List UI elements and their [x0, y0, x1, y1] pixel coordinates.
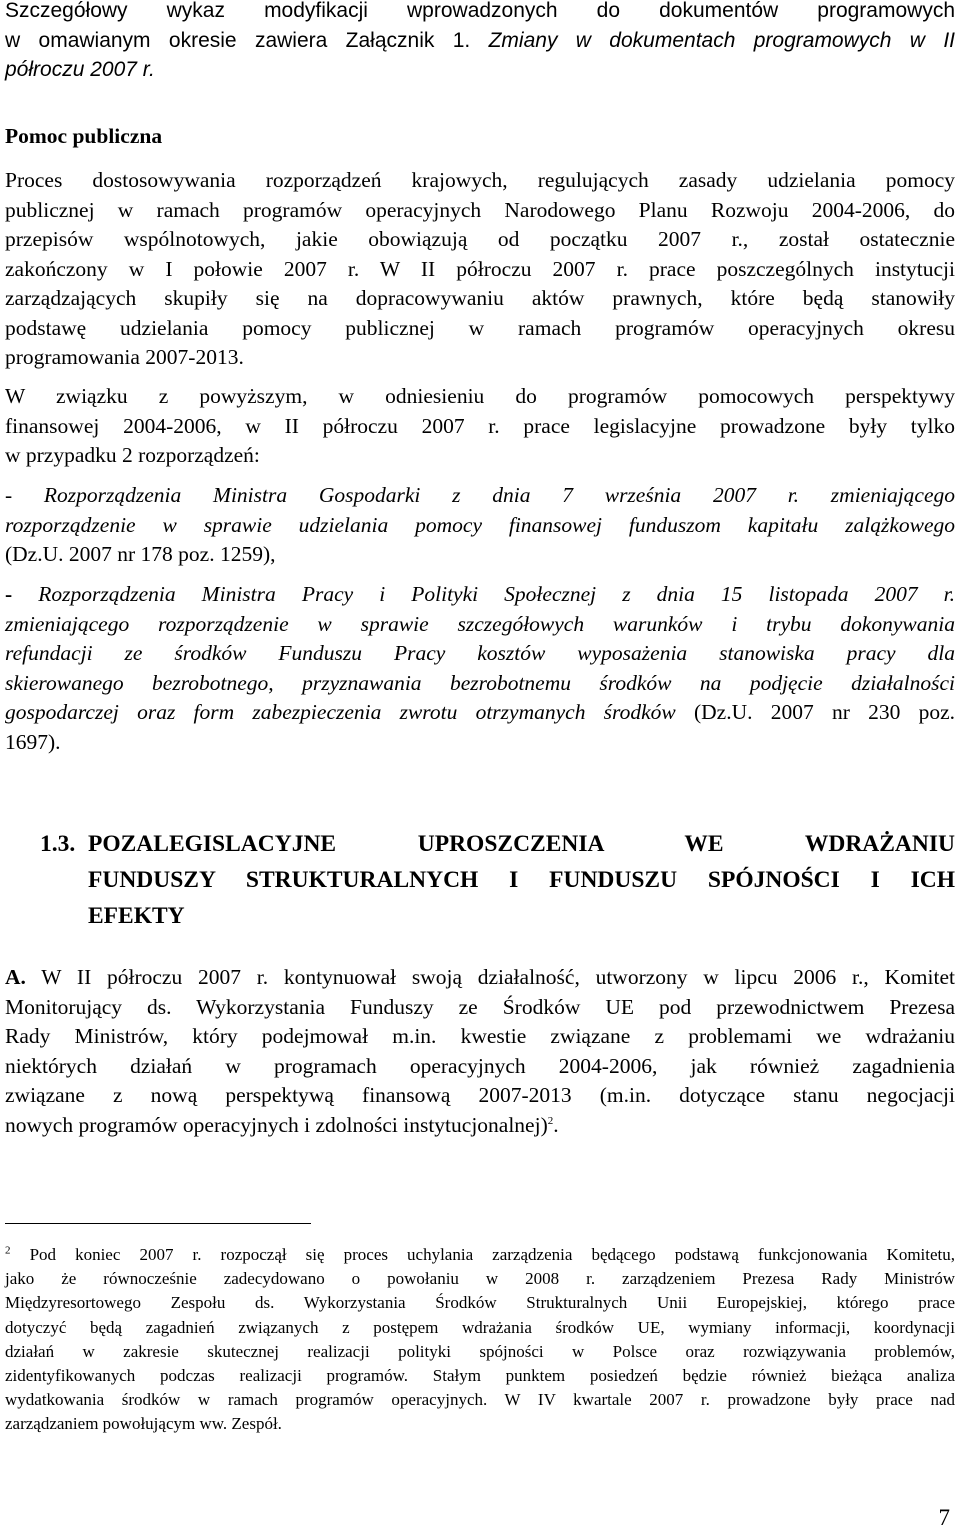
section-heading-text [88, 826, 955, 934]
pomoc-p1-line: zarządzających skupiły się na dopracowywaniu aktów prawnych, które będą stanowiły [5, 286, 955, 310]
footnote-number: 2 [5, 1244, 11, 1257]
section-a-line-1-text: W II półroczu 2007 r. kontynuował swoją działalność, utworzony w lipcu 2006 r., Komitet [41, 965, 955, 989]
item2-line-1 [5, 580, 955, 610]
section-heading-1-3 [40, 826, 955, 934]
intro-line-2-plain: w omawianym okresie zawiera Załącznik 1. [5, 28, 471, 52]
item2-line-5 [5, 698, 955, 728]
pomoc-p1-line: zakończony w I połowie 2007 r. W II półroczu 2007 r. prace poszczególnych instytucji [5, 256, 955, 281]
item2-line-5-plain: (Dz.U. 2007 nr 230 poz. [693, 700, 955, 724]
pomoc-paragraph-1 [5, 166, 955, 373]
section-a-line: związane z nową perspektywą finansową 2007-2013 (m.in. dotyczące stanu negocjacji [5, 1083, 955, 1107]
section-a-last-tail: . [553, 1112, 559, 1137]
pomoc-p1-line: przepisów wspólnotowych, jakie obowiązują od początku 2007 r., został ostatecznie [5, 227, 955, 251]
section-a-line: Monitorujący ds. Wykorzystania Funduszy ze Środków UE pod przewodnictwem Prezesa [5, 994, 955, 1019]
footnote [5, 1243, 955, 1437]
pomoc-p1-line: programowania 2007-2013. [5, 345, 244, 369]
intro-line-2 [5, 26, 955, 56]
item1-line-1: - Rozporządzenia Ministra Gospodarki z dnia 7 września 2007 r. zmieniającego [5, 483, 955, 507]
pomoc-p1-line: publicznej w ramach programów operacyjnych Narodowego Planu Rozwoju 2004-2006, do [5, 197, 955, 222]
item2-line-1-text: Rozporządzenia Ministra Pracy i Polityki Społecznej z dnia 15 listopada 2007 r. [38, 582, 956, 606]
section-a-paragraph [5, 963, 955, 1140]
section-a-line: Rady Ministrów, który podejmował m.in. kwestie związane z problemami we wdrażaniu [5, 1024, 955, 1048]
pomoc-p2-line: finansowej 2004-2006, w II półroczu 2007 r. prace legislacyjne prowadzone były tylko [5, 413, 955, 438]
item1-line-3: (Dz.U. 2007 nr 178 poz. 1259), [5, 542, 276, 566]
pomoc-paragraph-2 [5, 382, 955, 471]
pomoc-p2-line: W związku z powyższym, w odniesieniu do programów pomocowych perspektywy [5, 384, 955, 408]
section-a-last-text: nowych programów operacyjnych i zdolności instytucjonalnej) [5, 1112, 548, 1137]
item2-dash: - [5, 582, 13, 606]
section-a-line: niektórych działań w programach operacyjnych 2004-2006, jak również zagadnienia [5, 1053, 955, 1078]
pomoc-p1-line: Proces dostosowywania rozporządzeń krajowych, regulujących zasady udzielania pomocy [5, 168, 955, 192]
pomoc-p1-line: podstawę udzielania pomocy publicznej w ramach programów operacyjnych okresu [5, 315, 955, 340]
section-number: 1.3. [40, 831, 76, 857]
section-a-line-1 [5, 963, 955, 993]
intro-paragraph [5, 0, 955, 85]
intro-line-1: Szczegółowy wykaz modyfikacji wprowadzonych do dokumentów programowych [5, 0, 955, 22]
section-title-pomoc-publiczna: Pomoc publiczna [5, 124, 163, 148]
item2-line-4: skierowanego bezrobotnego, przyznawania bezrobotnemu środków na podjęcie działalności [5, 670, 955, 695]
section-heading-line-1: POZALEGISLACYJNE UPROSZCZENIA WE WDRAŻANIU [88, 831, 955, 857]
item2-line-3: refundacji ze środków Funduszu Pracy kosztów wyposażenia stanowiska pracy dla [5, 641, 955, 665]
footnote-line: zidentyfikowanych podczas realizacji programów. Stałym punktem posiedzeń będzie również bieżąca analiza [5, 1366, 955, 1386]
footnote-line: działań w zakresie skutecznej realizacji polityki spójności w Polsce oraz rozwiązywania problemów, [5, 1341, 955, 1361]
footnote-line-1-text: Pod koniec 2007 r. rozpoczął się proces uchylania zarządzenia będącego podstawą funkcjonowania Komitetu, [29, 1245, 956, 1264]
intro-line-2-italic: Zmiany w dokumentach programowych w II [488, 28, 955, 52]
footnote-reference[interactable]: 2 [547, 1114, 554, 1127]
footnote-line: jako że równocześnie zadecydowano o powołaniu w 2008 r. zarządzeniem Prezesa Rady Ministrów [5, 1269, 955, 1289]
page-number: 7 [938, 1505, 950, 1530]
item2-line-6: 1697). [5, 729, 61, 754]
section-heading-line-2: FUNDUSZY STRUKTURALNYCH I FUNDUSZU SPÓJNOŚCI I ICH [88, 867, 955, 893]
section-heading-line-3: EFEKTY [88, 903, 185, 929]
footnote-line: dotyczyć będą zagadnień związanych z postępem wdrażania środków UE, wymiany informacji, koordynacji [5, 1317, 955, 1337]
intro-line-3: półroczu 2007 r. [5, 58, 155, 81]
footnote-separator [5, 1223, 311, 1224]
pomoc-p2-line: w przypadku 2 rozporządzeń: [5, 443, 260, 467]
footnote-line-1 [5, 1243, 955, 1267]
footnote-last-line: zarządzaniem powołującym ww. Zespół. [5, 1414, 282, 1434]
item1-line-2: rozporządzenie w sprawie udzielania pomocy finansowej funduszom kapitału zalążkowego [5, 512, 955, 537]
regulation-item-2 [5, 580, 955, 757]
regulation-item-1 [5, 481, 955, 570]
section-a-label: A. [5, 965, 26, 989]
footnote-line: wydatkowania środków w ramach programów operacyjnych. W IV kwartale 2007 r. prowadzone były prace nad [5, 1390, 955, 1410]
footnote-line: Międzyresortowego Zespołu ds. Wykorzystania Środków Strukturalnych Unii Europejskiej, którego prace [5, 1293, 955, 1313]
section-a-last-line [5, 1111, 955, 1141]
item2-line-2: zmieniającego rozporządzenie w sprawie szczegółowych warunków i trybu dokonywania [5, 611, 955, 636]
item2-line-5-italic: gospodarczej oraz form zabezpieczenia zwrotu otrzymanych środków [5, 700, 676, 724]
